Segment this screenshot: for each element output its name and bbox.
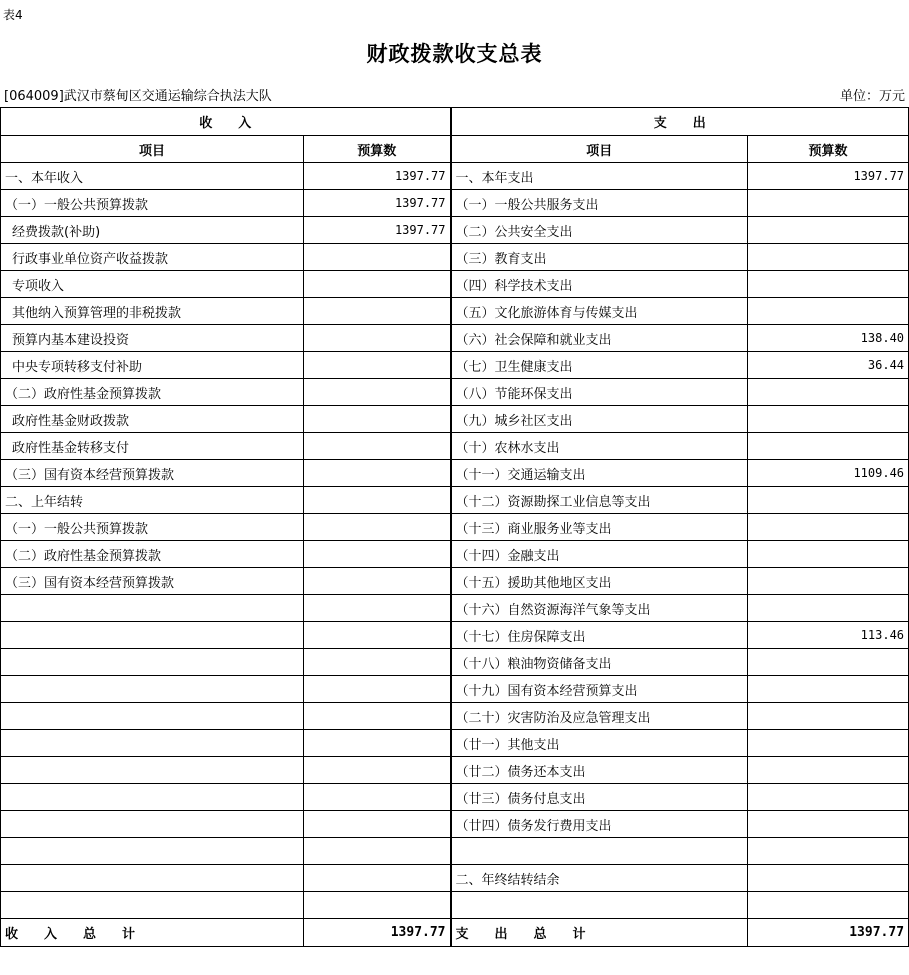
expense-item-cell: 二、年终结转结余 xyxy=(451,865,748,892)
expense-budget-header: 预算数 xyxy=(748,136,909,163)
table-row xyxy=(1,271,909,298)
income-total-label: 收 入 总 计 xyxy=(1,919,304,947)
table-row xyxy=(1,568,909,595)
table-row xyxy=(1,622,909,649)
expense-item-cell: （八）节能环保支出 xyxy=(451,379,748,406)
income-item-cell: （二）政府性基金预算拨款 xyxy=(1,379,304,406)
expense-budget-cell xyxy=(748,298,909,325)
expense-budget-cell xyxy=(748,541,909,568)
income-budget-cell xyxy=(304,757,451,784)
expense-total-value: 1397.77 xyxy=(748,919,909,947)
expense-item-cell: （廿一）其他支出 xyxy=(451,730,748,757)
expense-item-cell: （一）一般公共服务支出 xyxy=(451,190,748,217)
income-budget-cell xyxy=(304,379,451,406)
expense-budget-cell xyxy=(748,703,909,730)
table-row xyxy=(1,244,909,271)
expense-budget-cell: 1109.46 xyxy=(748,460,909,487)
expense-item-cell: （十九）国有资本经营预算支出 xyxy=(451,676,748,703)
income-budget-cell xyxy=(304,298,451,325)
table-row xyxy=(1,649,909,676)
expense-item-cell: （廿二）债务还本支出 xyxy=(451,757,748,784)
table-number: 表4 xyxy=(3,8,23,22)
income-item-cell: 一、本年收入 xyxy=(1,163,304,190)
table-row xyxy=(1,379,909,406)
income-budget-cell xyxy=(304,649,451,676)
table-row xyxy=(1,352,909,379)
expense-total-label: 支 出 总 计 xyxy=(451,919,748,947)
income-section-header: 收 入 xyxy=(1,108,451,136)
income-budget-cell xyxy=(304,595,451,622)
section-header-row xyxy=(1,108,909,136)
income-item-cell: 经费拨款(补助) xyxy=(1,217,304,244)
income-item-cell: （一）一般公共预算拨款 xyxy=(1,514,304,541)
table-row xyxy=(1,838,909,865)
income-item-cell: （一）一般公共预算拨款 xyxy=(1,190,304,217)
expense-item-cell: （十五）援助其他地区支出 xyxy=(451,568,748,595)
expense-item-cell: （二十）灾害防治及应急管理支出 xyxy=(451,703,748,730)
expense-item-cell: （十三）商业服务业等支出 xyxy=(451,514,748,541)
table-row xyxy=(1,541,909,568)
income-budget-cell xyxy=(304,811,451,838)
income-item-header: 项目 xyxy=(1,136,304,163)
expense-budget-cell: 138.40 xyxy=(748,325,909,352)
expense-budget-cell xyxy=(748,406,909,433)
expense-item-cell: （二）公共安全支出 xyxy=(451,217,748,244)
income-total-value: 1397.77 xyxy=(304,919,451,947)
table-row xyxy=(1,190,909,217)
income-budget-cell xyxy=(304,460,451,487)
income-budget-cell xyxy=(304,541,451,568)
expense-item-cell: （十八）粮油物资储备支出 xyxy=(451,649,748,676)
income-item-cell: 政府性基金财政拨款 xyxy=(1,406,304,433)
expense-item-cell: （三）教育支出 xyxy=(451,244,748,271)
income-item-cell: 二、上年结转 xyxy=(1,487,304,514)
income-budget-cell: 1397.77 xyxy=(304,163,451,190)
income-budget-cell xyxy=(304,271,451,298)
expense-item-header: 项目 xyxy=(451,136,748,163)
income-item-cell xyxy=(1,622,304,649)
income-budget-cell: 1397.77 xyxy=(304,217,451,244)
expense-item-cell: （十二）资源勘探工业信息等支出 xyxy=(451,487,748,514)
expense-budget-cell xyxy=(748,757,909,784)
totals-row xyxy=(1,919,909,947)
expense-budget-cell xyxy=(748,271,909,298)
income-budget-cell xyxy=(304,784,451,811)
org-name: [064009]武汉市蔡甸区交通运输综合执法大队 xyxy=(4,89,272,104)
table-row xyxy=(1,892,909,919)
expense-item-cell: （廿四）债务发行费用支出 xyxy=(451,811,748,838)
income-item-cell: （三）国有资本经营预算拨款 xyxy=(1,568,304,595)
expense-budget-cell xyxy=(748,649,909,676)
income-budget-cell xyxy=(304,514,451,541)
expense-budget-cell xyxy=(748,217,909,244)
table-row xyxy=(1,460,909,487)
table-row xyxy=(1,163,909,190)
income-item-cell xyxy=(1,838,304,865)
table-row xyxy=(1,730,909,757)
table-row xyxy=(1,298,909,325)
income-budget-cell xyxy=(304,676,451,703)
expense-budget-cell xyxy=(748,892,909,919)
income-item-cell xyxy=(1,703,304,730)
income-budget-header: 预算数 xyxy=(304,136,451,163)
expense-budget-cell xyxy=(748,487,909,514)
table-row xyxy=(1,487,909,514)
table-row xyxy=(1,703,909,730)
budget-summary-table xyxy=(0,107,909,947)
expense-budget-cell xyxy=(748,838,909,865)
income-budget-cell xyxy=(304,622,451,649)
income-item-cell: 预算内基本建设投资 xyxy=(1,325,304,352)
table-row xyxy=(1,325,909,352)
expense-budget-cell xyxy=(748,514,909,541)
expense-budget-cell xyxy=(748,811,909,838)
income-item-cell: 政府性基金转移支付 xyxy=(1,433,304,460)
income-item-cell: （二）政府性基金预算拨款 xyxy=(1,541,304,568)
income-budget-cell xyxy=(304,865,451,892)
expense-budget-cell xyxy=(748,568,909,595)
expense-budget-cell: 113.46 xyxy=(748,622,909,649)
expense-item-cell: （廿三）债务付息支出 xyxy=(451,784,748,811)
expense-budget-cell xyxy=(748,190,909,217)
page-title: 财政拨款收支总表 xyxy=(366,42,543,66)
income-budget-cell xyxy=(304,892,451,919)
income-item-cell xyxy=(1,892,304,919)
expense-item-cell xyxy=(451,838,748,865)
table-row xyxy=(1,514,909,541)
income-budget-cell xyxy=(304,244,451,271)
income-item-cell xyxy=(1,757,304,784)
income-item-cell: 专项收入 xyxy=(1,271,304,298)
income-item-cell xyxy=(1,865,304,892)
income-item-cell: 中央专项转移支付补助 xyxy=(1,352,304,379)
income-budget-cell xyxy=(304,838,451,865)
expense-item-cell: （九）城乡社区支出 xyxy=(451,406,748,433)
expense-budget-cell: 36.44 xyxy=(748,352,909,379)
income-item-cell xyxy=(1,649,304,676)
income-item-cell xyxy=(1,811,304,838)
expense-item-cell: （六）社会保障和就业支出 xyxy=(451,325,748,352)
income-item-cell: 行政事业单位资产收益拨款 xyxy=(1,244,304,271)
income-budget-cell xyxy=(304,406,451,433)
income-item-cell: 其他纳入预算管理的非税拨款 xyxy=(1,298,304,325)
income-item-cell xyxy=(1,784,304,811)
expense-budget-cell xyxy=(748,595,909,622)
income-budget-cell: 1397.77 xyxy=(304,190,451,217)
expense-item-cell: （十七）住房保障支出 xyxy=(451,622,748,649)
table-row xyxy=(1,433,909,460)
table-row xyxy=(1,865,909,892)
expense-item-cell: （十六）自然资源海洋气象等支出 xyxy=(451,595,748,622)
table-row xyxy=(1,595,909,622)
income-item-cell xyxy=(1,730,304,757)
table-row xyxy=(1,406,909,433)
income-budget-cell xyxy=(304,568,451,595)
expense-budget-cell xyxy=(748,730,909,757)
expense-item-cell: （十四）金融支出 xyxy=(451,541,748,568)
unit-label: 单位：万元 xyxy=(839,89,905,104)
income-budget-cell xyxy=(304,487,451,514)
expense-budget-cell xyxy=(748,433,909,460)
column-header-row xyxy=(1,136,909,163)
income-item-cell: （三）国有资本经营预算拨款 xyxy=(1,460,304,487)
table-row xyxy=(1,784,909,811)
income-item-cell xyxy=(1,595,304,622)
income-budget-cell xyxy=(304,352,451,379)
table-row xyxy=(1,757,909,784)
expense-budget-cell xyxy=(748,784,909,811)
expense-budget-cell xyxy=(748,379,909,406)
income-budget-cell xyxy=(304,325,451,352)
income-budget-cell xyxy=(304,433,451,460)
expense-item-cell: （十）农林水支出 xyxy=(451,433,748,460)
table-row xyxy=(1,811,909,838)
expense-item-cell: （十一）交通运输支出 xyxy=(451,460,748,487)
expense-budget-cell xyxy=(748,244,909,271)
expense-item-cell xyxy=(451,892,748,919)
expense-item-cell: （七）卫生健康支出 xyxy=(451,352,748,379)
expense-budget-cell xyxy=(748,865,909,892)
table-row xyxy=(1,676,909,703)
expense-item-cell: （五）文化旅游体育与传媒支出 xyxy=(451,298,748,325)
expense-budget-cell: 1397.77 xyxy=(748,163,909,190)
expense-budget-cell xyxy=(748,676,909,703)
table-row xyxy=(1,217,909,244)
income-budget-cell xyxy=(304,730,451,757)
expense-section-header: 支 出 xyxy=(451,108,909,136)
expense-item-cell: （四）科学技术支出 xyxy=(451,271,748,298)
income-budget-cell xyxy=(304,703,451,730)
income-item-cell xyxy=(1,676,304,703)
expense-item-cell: 一、本年支出 xyxy=(451,163,748,190)
